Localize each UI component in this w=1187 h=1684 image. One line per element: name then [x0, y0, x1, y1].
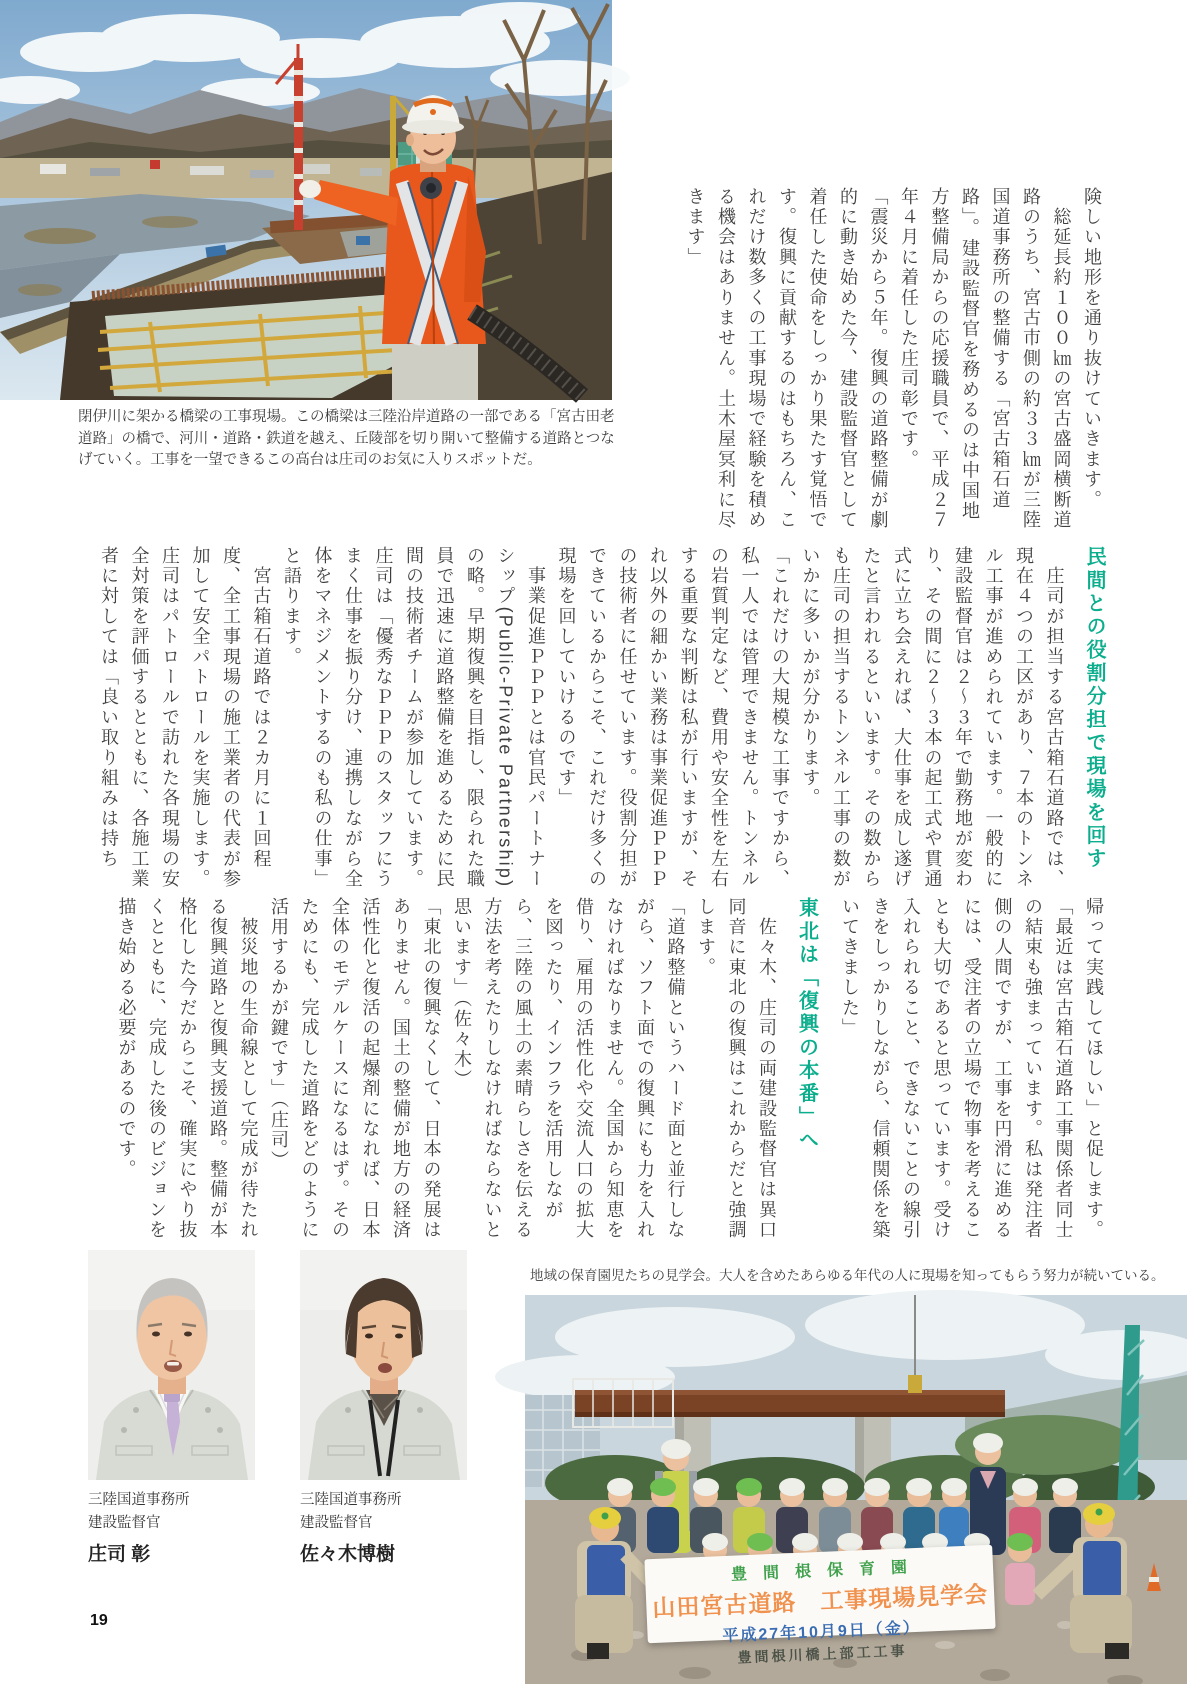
portrait-shoji-illustration — [88, 1250, 255, 1480]
paragraph: 「東北の復興なくして、日本の発展はありません。国土の整備が地方の経済活性化と復活の起爆剤になれば、日本全体のモデルケースになるはず。そのためにも、完成した道路をどのように活用するかが鍵です」（庄司） — [269, 897, 442, 1241]
section1-heading: 民間との役割分担で現場を回す — [1083, 546, 1105, 871]
paragraph: 険しい地形を通り抜けていきます。 — [1082, 187, 1102, 511]
portrait-sasaki-illustration — [300, 1250, 467, 1480]
section2-heading: 東北は「復興の本番」へ — [795, 897, 818, 1153]
banner-kindergarten-name: 豊間根保育園 — [730, 1558, 924, 1584]
office-label: 三陸国道事務所 — [300, 1492, 402, 1508]
paragraph: 被災地の生命線として完成が待たれる復興道路と復興支援道路。整備が本格化した今だからこそ、確実にやり抜くとともに、完成した後のビジョンを描き始める必要があるのです。 — [116, 897, 259, 1241]
worker-pants — [392, 342, 478, 400]
crane-hook — [908, 1375, 922, 1393]
office-label: 三陸国道事務所 — [88, 1492, 190, 1508]
paragraph: 宮古箱石道路では２カ月に１回程度、全工事現場の施工業者の代表が参加して安全パトロールを実施します。庄司はパトロールで訪れた各現場の安全対策を評価するとともに、各施工業者に対しては「良い取り組みは持ち — [99, 546, 272, 890]
group-photo-caption: 地域の保育園児たちの見学会。大人を含めたあらゆる年代の人に現場を知ってもらう努力が続いている。 — [530, 1268, 1165, 1283]
top-photo-illustration — [0, 0, 612, 400]
banner-event-title: 山田宮古道路 工事現場見学会 — [651, 1580, 989, 1622]
top-photo-construction-site — [0, 0, 612, 400]
paragraph: 庄司が担当する宮古箱石道路では、現在４つの工区があり、７本のトンネル工事が進められています。一般的に建設監督官は２〜３年で勤務地が変わり、その間に２〜３本の起工式や貫通式に立ち会えれば、大仕事を成し遂げたと言われるといいます。その数からも庄司の担当するトンネル工事の数がいかに多いかが分かります。 — [800, 546, 1065, 890]
portrait-photo-shoji — [88, 1250, 255, 1480]
banner-project-name: 豊間根川橋上部工工事 — [737, 1642, 908, 1666]
title-label: 建設監督官 — [300, 1515, 373, 1531]
portrait-photo-sasaki — [300, 1250, 467, 1480]
portrait-caption-sasaki — [300, 1489, 500, 1566]
title-label: 建設監督官 — [88, 1515, 161, 1531]
mouth — [164, 1360, 182, 1372]
paragraph: 「道路整備というハード面と並行しながら、ソフト面での復興にも力を入れなければなりません。全国から知恵を借り、雇用の活性化や交流人口の拡大を図ったり、インフラを活用しながら、三陸の風土の素晴らしさを伝える方法を考えたりしなければならないと思います」（佐々木） — [452, 897, 686, 1241]
banner-event-date: 平成27年10月9日（金） — [722, 1619, 922, 1646]
paragraph: 総延長約１００㎞の宮古盛岡横断道路のうち、宮古市側の約３３㎞が三陸国道事務所の整備する「宮古箱石道路」。建設監督官を務めるのは中国地方整備局からの応援職員で、平成２７年４月に着任した庄司彰です。 — [899, 187, 1072, 531]
paragraph: 「最近は宮古箱石道路工事関係者同士の結束も強まっています。私は発注者側の人間ですが、工事を円滑に進めるには、受注者の立場で物事を考えることも大切であると思っています。受け入れられること、できないことの線引きをしっかりしながら、信頼関係を築いてきました」 — [840, 897, 1074, 1241]
white-glove — [299, 180, 321, 198]
mouth — [378, 1363, 392, 1373]
page-number: 19 — [90, 1612, 108, 1629]
event-banner — [644, 1545, 995, 1666]
paragraph: 佐々木、庄司の両建設監督官は異口同音に東北の復興はこれからだと強調します。 — [696, 897, 777, 1241]
section1-text-block — [67, 546, 1109, 894]
intro-text-block — [637, 187, 1107, 531]
person-name: 佐々木博樹 — [300, 1544, 396, 1565]
paragraph: 帰って実践してほしい」と促します。 — [1084, 897, 1104, 1241]
portrait-caption-shoji — [88, 1489, 288, 1566]
section2-text-block — [67, 897, 1109, 1245]
person-name: 庄司 彰 — [88, 1544, 151, 1565]
top-photo-caption: 閉伊川に架かる橋梁の工事現場。この橋梁は三陸沿岸道路の一部である「宮古田老道路」の橋で、河川・道路・鉄道を越え、丘陵部を切り開いて整備する道路とつなげていく。工事を一望できるこの高台は庄司のお気に入りスポットだ。 — [78, 409, 615, 468]
paragraph: 事業促進ＰＰＰとは官民パートナーシップ(Public-Private Partnership)の略。早期復興を目指し、限られた職員で迅速に道路整備を進めるために民間の技術者チームが参加しています。庄司は「優秀なＰＰＰのスタッフにうまく仕事を振り分け、連携しながら全体をマネジメントするのも私の仕事」と語ります。 — [282, 546, 546, 890]
paragraph: 「これだけの大規模な工事ですから、私一人では管理できません。トンネルの岩質判定など、費用や安全性を左右する重要な判断は私が行いますが、それ以外の細かい業務は事業促進ＰＰＰの技術者に任せています。役割分担ができているからこそ、これだけ多くの現場を回していけるのです」 — [556, 546, 790, 890]
paragraph: 「震災から５年。復興の道路整備が劇的に動き始めた今、建設監督官として着任した使命をしっかり果たす覚悟です。復興に貢献するのはもちろん、これだけ数多くの工事現場で経験を積める機会はありません。土木屋冥利に尽きます」 — [685, 187, 889, 531]
